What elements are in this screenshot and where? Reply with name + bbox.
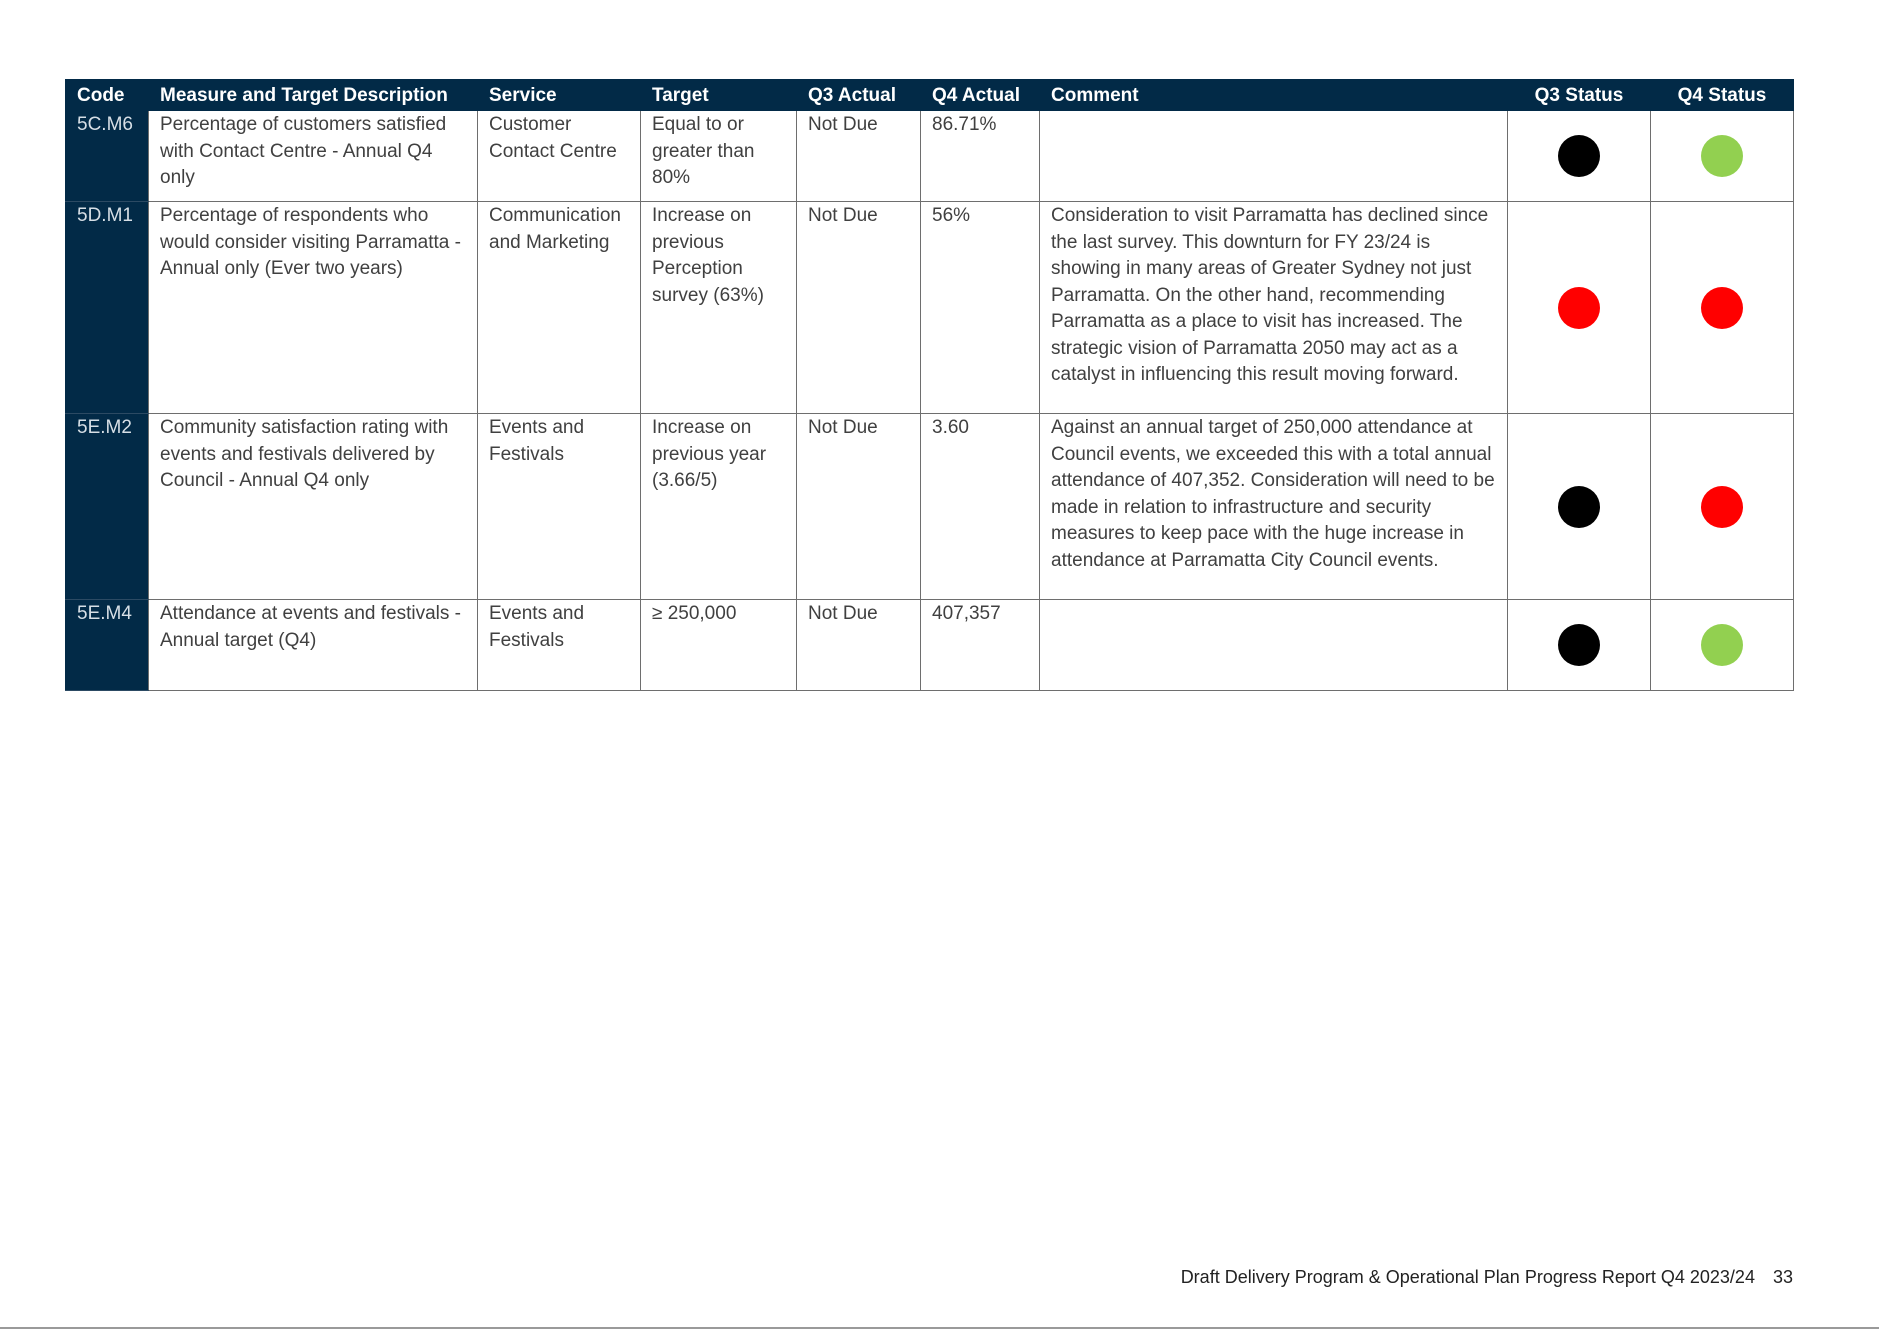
measure-service: Communication and Marketing <box>478 202 641 414</box>
measure-target: Equal to or greater than 80% <box>641 111 797 202</box>
measure-comment: Against an annual target of 250,000 attendance at Council events, we exceeded this with a total annual attendance of 407,352. Consideration will need to be made in relation to infrastructure and security measures to keep pace with the huge increase in attendance at Parramatta City Council events. <box>1040 414 1508 600</box>
q4-status-cell <box>1651 111 1794 202</box>
page-footer <box>1181 1267 1793 1288</box>
q4-status-cell <box>1651 414 1794 600</box>
measure-q3-actual: Not Due <box>797 414 921 600</box>
measure-description: Attendance at events and festivals - Annual target (Q4) <box>149 600 478 691</box>
header-q4-actual: Q4 Actual <box>921 80 1040 111</box>
q3-status-cell <box>1508 414 1651 600</box>
measure-q4-actual: 86.71% <box>921 111 1040 202</box>
q4-status-cell <box>1651 600 1794 691</box>
measure-q4-actual: 56% <box>921 202 1040 414</box>
header-comment: Comment <box>1040 80 1508 111</box>
measure-description: Percentage of customers satisfied with Contact Centre - Annual Q4 only <box>149 111 478 202</box>
table-row <box>66 111 1794 202</box>
measure-description: Percentage of respondents who would consider visiting Parramatta - Annual only (Ever two years) <box>149 202 478 414</box>
q3-status-cell <box>1508 111 1651 202</box>
measure-service: Events and Festivals <box>478 414 641 600</box>
measure-q4-actual: 407,357 <box>921 600 1040 691</box>
header-description: Measure and Target Description <box>149 80 478 111</box>
measure-description: Community satisfaction rating with events and festivals delivered by Council - Annual Q4 only <box>149 414 478 600</box>
q4-status-cell <box>1651 202 1794 414</box>
header-code: Code <box>66 80 149 111</box>
header-target: Target <box>641 80 797 111</box>
footer-report-title: Draft Delivery Program & Operational Plan Progress Report Q4 2023/24 <box>1180 1267 1755 1287</box>
header-q4-status: Q4 Status <box>1651 80 1794 111</box>
q3-status-cell <box>1508 600 1651 691</box>
q4-status-indicator <box>1701 486 1743 528</box>
q3-status-cell <box>1508 202 1651 414</box>
measure-comment: Consideration to visit Parramatta has declined since the last survey. This downturn for FY 23/24 is showing in many areas of Greater Sydney not just Parramatta. On the other hand, recommending Parramatta as a place to visit has increased. The strategic vision of Parramatta 2050 may act as a catalyst in influencing this result moving forward. <box>1040 202 1508 414</box>
header-service: Service <box>478 80 641 111</box>
measure-target: ≥ 250,000 <box>641 600 797 691</box>
measure-target: Increase on previous year (3.66/5) <box>641 414 797 600</box>
q4-status-indicator <box>1701 624 1743 666</box>
measure-code: 5D.M1 <box>66 202 149 414</box>
measure-comment <box>1040 111 1508 202</box>
measure-target: Increase on previous Perception survey (63%) <box>641 202 797 414</box>
q3-status-indicator <box>1558 486 1600 528</box>
measure-q4-actual: 3.60 <box>921 414 1040 600</box>
measure-q3-actual: Not Due <box>797 111 921 202</box>
measure-q3-actual: Not Due <box>797 600 921 691</box>
header-q3-status: Q3 Status <box>1508 80 1651 111</box>
q4-status-indicator <box>1701 287 1743 329</box>
table-row <box>66 600 1794 691</box>
measure-q3-actual: Not Due <box>797 202 921 414</box>
page-number: 33 <box>1772 1267 1793 1287</box>
q3-status-indicator <box>1558 624 1600 666</box>
measure-code: 5E.M4 <box>66 600 149 691</box>
measure-code: 5C.M6 <box>66 111 149 202</box>
q3-status-indicator <box>1558 287 1600 329</box>
performance-measures-table <box>65 79 1794 691</box>
q3-status-indicator <box>1558 135 1600 177</box>
table-row <box>66 414 1794 600</box>
measure-comment <box>1040 600 1508 691</box>
measure-service: Customer Contact Centre <box>478 111 641 202</box>
table-row <box>66 202 1794 414</box>
measure-code: 5E.M2 <box>66 414 149 600</box>
header-q3-actual: Q3 Actual <box>797 80 921 111</box>
q4-status-indicator <box>1701 135 1743 177</box>
measure-service: Events and Festivals <box>478 600 641 691</box>
table-header-row <box>66 80 1794 111</box>
